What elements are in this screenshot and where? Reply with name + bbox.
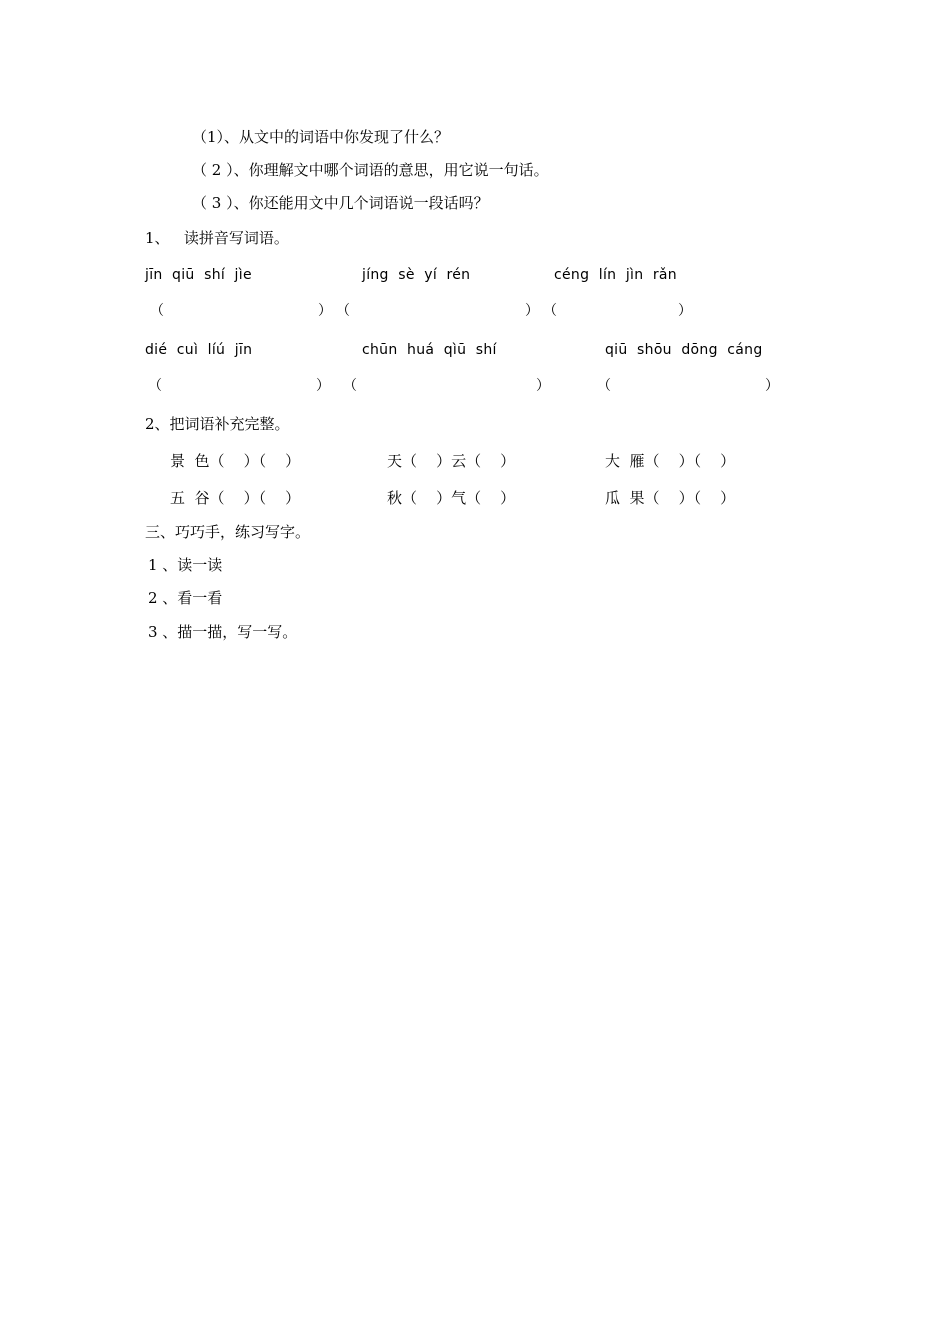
section-3-item-1: 1 、读一读 bbox=[148, 556, 223, 574]
section-3-item-2: 2 、看一看 bbox=[148, 589, 223, 607]
answer-box-1-close: ） bbox=[318, 303, 332, 319]
section-1-title: 1、 读拼音写词语。 bbox=[145, 229, 289, 247]
pinyin-2: jíng sè yí rén bbox=[362, 267, 471, 283]
answer-box-3-close: ） bbox=[678, 303, 692, 319]
answer-box-6-open: （ bbox=[597, 378, 611, 394]
pinyin-5: chūn huá qìū shí bbox=[362, 342, 497, 358]
answer-box-4-open: （ bbox=[148, 378, 162, 394]
section-3-title: 三、巧巧手，练习写字。 bbox=[145, 523, 311, 541]
answer-box-5-open: （ bbox=[343, 378, 357, 394]
answer-box-6-close: ） bbox=[765, 378, 779, 394]
question-3: （ 3 ）、你还能用文中几个词语说一段话吗？ bbox=[192, 194, 489, 212]
pinyin-6: qiū shōu dōng cáng bbox=[605, 342, 763, 358]
answer-box-2-open: （ bbox=[336, 303, 350, 319]
question-2: （ 2 ）、你理解文中哪个词语的意思，用它说一句话。 bbox=[192, 161, 549, 179]
fill-word-4: 五 谷（ ）（ ） bbox=[170, 489, 301, 507]
answer-box-4-close: ） bbox=[316, 378, 330, 394]
answer-box-3-open: （ bbox=[543, 303, 557, 319]
fill-word-3: 大 雁（ ）（ ） bbox=[605, 452, 736, 470]
question-1: （1）、从文中的词语中你发现了什么？ bbox=[192, 128, 450, 146]
fill-word-6: 瓜 果（ ）（ ） bbox=[605, 489, 736, 507]
answer-box-5-close: ） bbox=[536, 378, 550, 394]
pinyin-1: jīn qiū shí jìe bbox=[145, 267, 252, 283]
answer-box-2-close: ） bbox=[525, 303, 539, 319]
fill-word-5: 秋（ ）气（ ） bbox=[387, 489, 516, 507]
pinyin-4: dié cuì líú jīn bbox=[145, 342, 253, 358]
section-2-title: 2、把词语补充完整。 bbox=[145, 415, 290, 433]
fill-word-1: 景 色（ ）（ ） bbox=[170, 452, 301, 470]
section-3-item-3: 3 、描一描，写一写。 bbox=[148, 623, 298, 641]
pinyin-3: céng lín jìn rǎn bbox=[554, 267, 677, 283]
answer-box-1-open: （ bbox=[150, 303, 164, 319]
fill-word-2: 天（ ）云（ ） bbox=[387, 452, 516, 470]
